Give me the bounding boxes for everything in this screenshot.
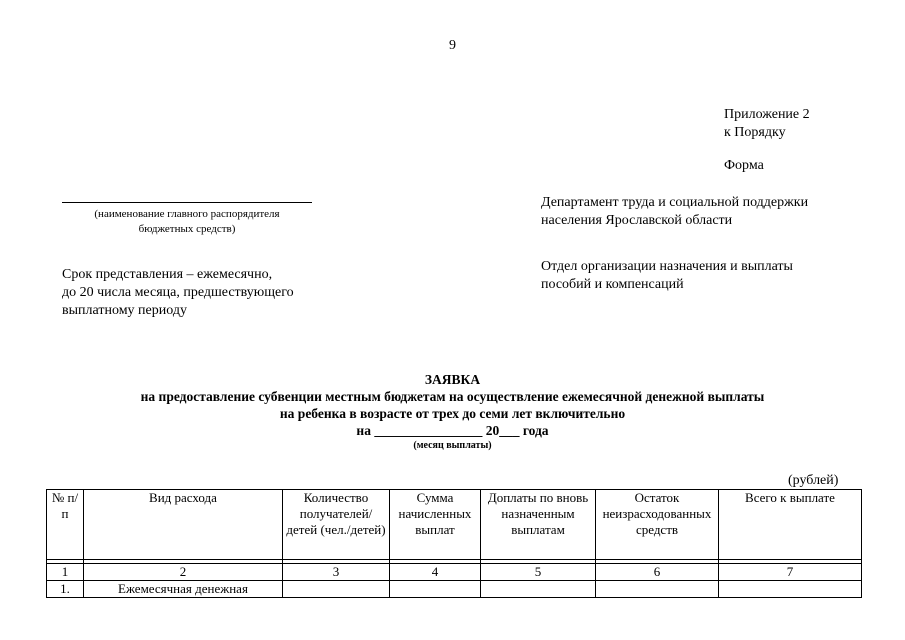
header-cell-number: № п/п: [47, 490, 84, 560]
header-cell-total: Всего к выплате: [719, 490, 862, 560]
deadline-line-3: выплатному периоду: [62, 303, 187, 318]
column-number-cell: 2: [84, 564, 283, 581]
table-cell-total: [719, 581, 862, 598]
table-cell-expense-type: Ежемесячная денежная: [84, 581, 283, 598]
title-line-1: на предоставление субвенции местным бюджетам на осуществление ежемесячной денежной выплаты: [140, 389, 765, 404]
annex-line-1: Приложение 2: [724, 107, 810, 122]
department-line-1: Департамент труда и социальной поддержки: [541, 195, 809, 210]
deadline-line-1: Срок представления – ежемесячно,: [62, 267, 273, 282]
table-row: [47, 581, 862, 598]
recipient-office: [541, 258, 793, 294]
submission-deadline: [62, 266, 294, 320]
currency-note: (рублей): [788, 473, 839, 488]
header-cell-balance: Остаток неизрасходованных средств: [596, 490, 719, 560]
column-number-cell: 1: [47, 564, 84, 581]
table-cell-balance: [596, 581, 719, 598]
signature-caption: [56, 207, 318, 237]
page-number: 9: [449, 38, 456, 53]
column-number-cell: 3: [283, 564, 390, 581]
header-cell-surcharges: Доплаты по вновь назначенным выплатам: [481, 490, 596, 560]
request-table: [46, 489, 862, 598]
column-number-cell: 5: [481, 564, 596, 581]
table-cell-accrued: [390, 581, 481, 598]
office-line-1: Отдел организации назначения и выплаты: [541, 259, 793, 274]
office-line-2: пособий и компенсаций: [541, 277, 684, 292]
recipient-department: [541, 194, 808, 230]
column-number-row: [47, 564, 862, 581]
title-heading: ЗАЯВКА: [424, 372, 481, 387]
header-cell-accrued: Сумма начисленных выплат: [390, 490, 481, 560]
document-title: [0, 371, 905, 439]
title-line-3: на ________________ 20___ года: [356, 423, 549, 438]
signature-caption-line-2: бюджетных средств): [138, 223, 236, 235]
column-number-cell: 6: [596, 564, 719, 581]
form-label: Форма: [724, 158, 764, 173]
deadline-line-2: до 20 числа месяца, предшествующего: [62, 285, 294, 300]
table-header-row: [47, 490, 862, 560]
signature-caption-line-1: (наименование главного распорядителя: [94, 208, 280, 220]
department-line-2: населения Ярославской области: [541, 213, 733, 228]
table-cell-recipients: [283, 581, 390, 598]
period-caption: (месяц выплаты): [413, 440, 492, 451]
annex-reference: [724, 106, 810, 142]
table-cell-surcharges: [481, 581, 596, 598]
column-number-cell: 4: [390, 564, 481, 581]
header-cell-expense-type: Вид расхода: [84, 490, 283, 560]
title-line-2: на ребенка в возрасте от трех до семи лет включительно: [279, 406, 626, 421]
signature-line: [62, 202, 312, 203]
annex-line-2: к Порядку: [724, 125, 786, 140]
table-cell-number: 1.: [47, 581, 84, 598]
column-number-cell: 7: [719, 564, 862, 581]
header-cell-recipients: Количество получателей/детей (чел./детей): [283, 490, 390, 560]
